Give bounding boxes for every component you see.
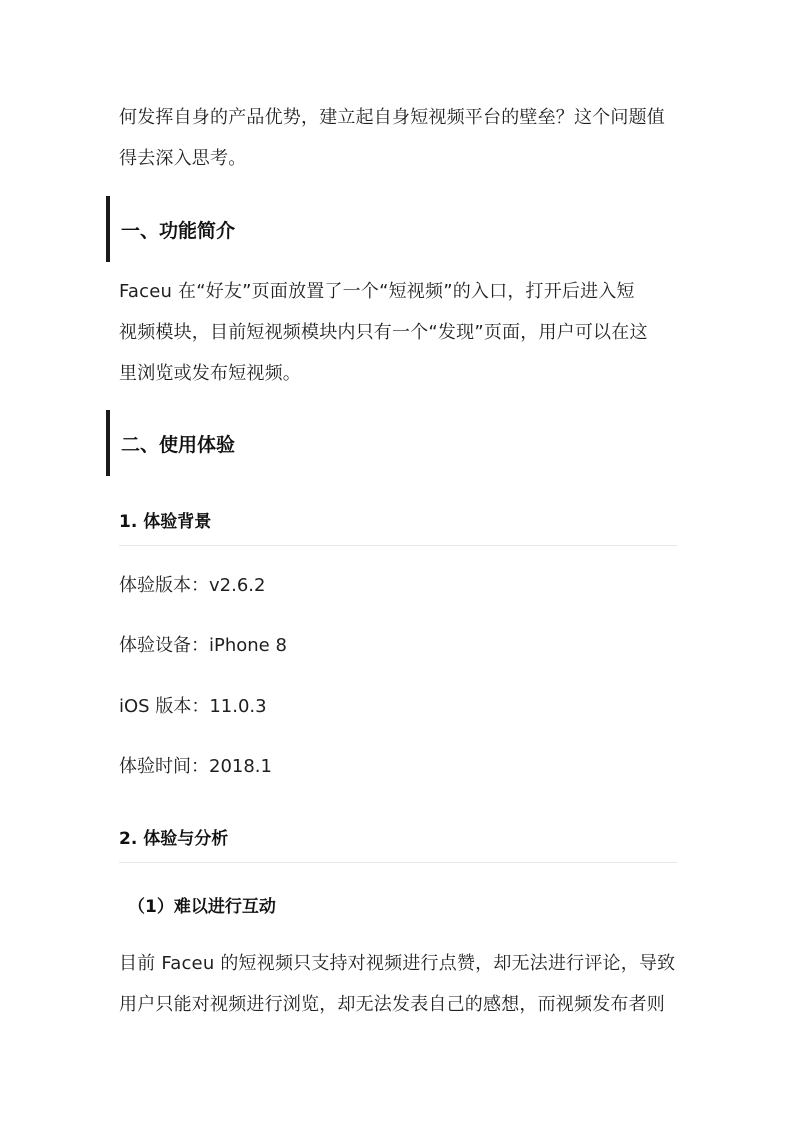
interaction-line-2: 用户只能对视频进行浏览，却无法发表自己的感想，而视频发布者则 (119, 994, 665, 1015)
function-line-2: 视频模块，目前短视频模块内只有一个“发现”页面，用户可以在这 (119, 322, 648, 343)
info-time: 体验时间：2018.1 (119, 756, 272, 777)
interaction-line-1: 目前 Faceu 的短视频只支持对视频进行点赞，却无法进行评论，导致 (119, 953, 676, 974)
function-line-1: Faceu 在“好友”页面放置了一个“短视频”的入口，打开后进入短 (119, 281, 635, 302)
subheading-analysis: 2. 体验与分析 (119, 824, 677, 863)
subheading-background: 1. 体验背景 (119, 507, 677, 546)
info-ios-version: iOS 版本：11.0.3 (119, 696, 267, 717)
section-heading-experience: 二、使用体验 (106, 410, 235, 476)
intro-line-2: 得去深入思考。 (119, 148, 247, 169)
point-heading-interaction: （1）难以进行互动 (128, 897, 276, 917)
function-paragraph (119, 271, 679, 394)
info-version: 体验版本：v2.6.2 (119, 575, 266, 596)
intro-line-1: 何发挥自身的产品优势，建立起自身短视频平台的壁垒？这个问题值 (119, 107, 665, 128)
function-line-3: 里浏览或发布短视频。 (119, 363, 301, 384)
section-heading-intro: 一、功能简介 (106, 196, 235, 262)
intro-paragraph (119, 97, 679, 179)
info-device: 体验设备：iPhone 8 (119, 635, 287, 656)
interaction-paragraph (119, 943, 679, 1025)
